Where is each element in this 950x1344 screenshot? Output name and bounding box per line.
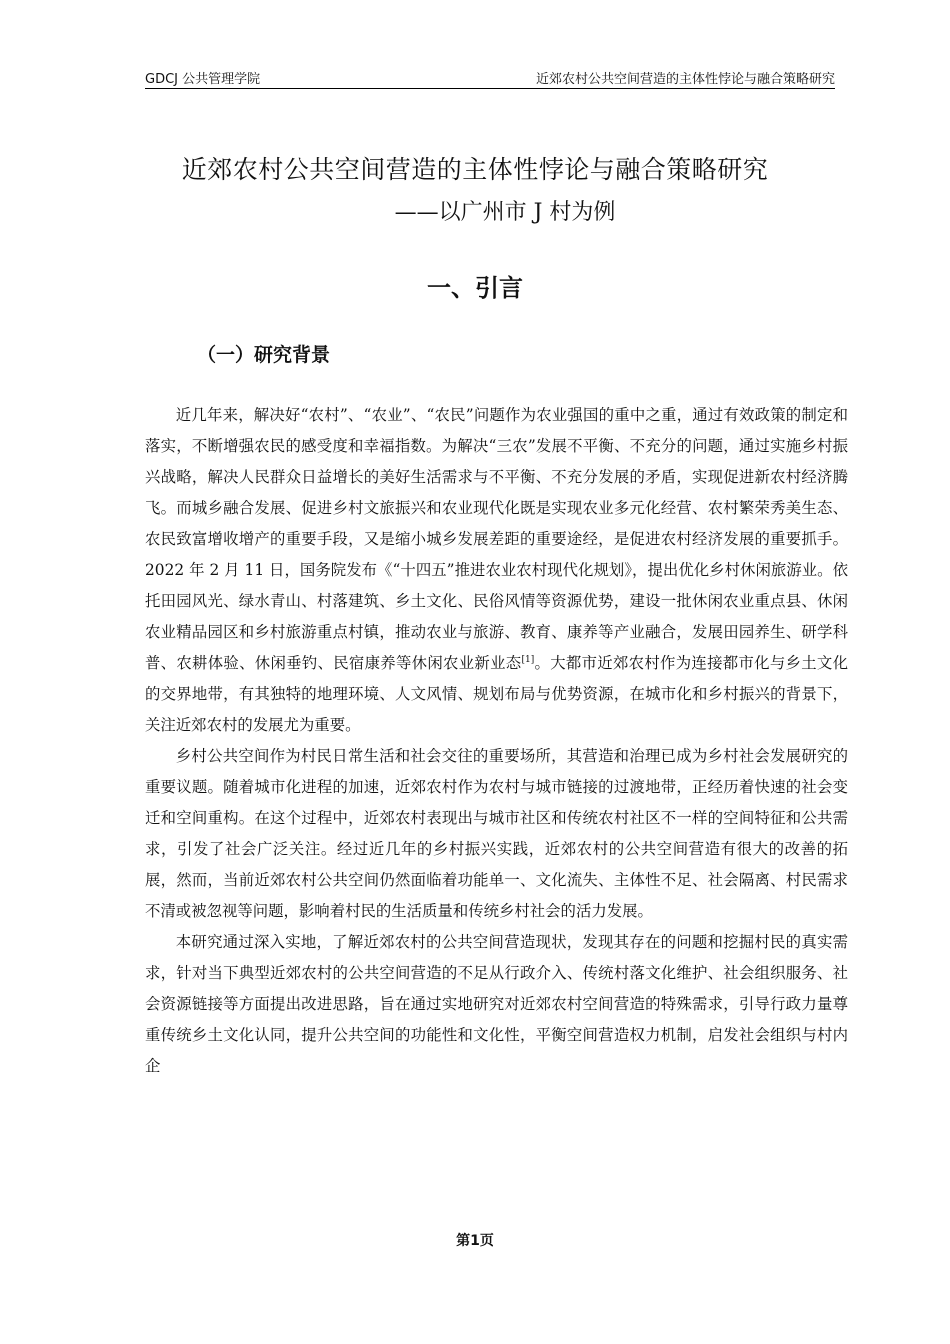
paragraph-1-text-cont: 。大都市近郊农村作为连接都市化与乡土文化的交界地带，有其独特的地理环境、人文风情、规划布局与优势资源，在城市化和乡村振兴的背景下，关注近郊农村的发展尤为重要。: [145, 654, 848, 734]
paragraph-2: 乡村公共空间作为村民日常生活和社会交往的重要场所，其营造和治理已成为乡村社会发展研究的重要议题。随着城市化进程的加速，近郊农村作为农村与城市链接的过渡地带，正经历着快速的社会变迁和空间重构。在这个过程中，近郊农村表现出与城市社区和传统农村社区不一样的空间特征和公共需求，引发了社会广泛关注。经过近几年的乡村振兴实践，近郊农村的公共空间营造有很大的改善的拓展，然而，当前近郊农村公共空间仍然面临着功能单一、文化流失、主体性不足、社会隔离、村民需求不清或被忽视等问题，影响着村民的生活质量和传统乡村社会的活力发展。: [145, 747, 848, 920]
page-number: 第1页: [456, 1233, 494, 1249]
paragraph-3: 本研究通过深入实地，了解近郊农村的公共空间营造现状，发现其存在的问题和挖掘村民的真实需求，针对当下典型近郊农村的公共空间营造的不足从行政介入、传统村落文化维护、社会组织服务、社会资源链接等方面提出改进思路，旨在通过实地研究对近郊农村空间营造的特殊需求，引导行政力量尊重传统乡土文化认同，提升公共空间的功能性和文化性，平衡空间营造权力机制，启发社会组织与村内企: [145, 933, 848, 1075]
header-institution: GDCJ 公共管理学院: [145, 72, 261, 87]
body-text: [145, 400, 848, 1082]
paper-subtitle: ——以广州市 J 村为例: [394, 200, 616, 225]
paragraph-1-text: 近几年来，解决好“农村”、“农业”、“农民”问题作为农业强国的重中之重，通过有效政策的制定和落实，不断增强农民的感受度和幸福指数。为解决“三农”发展不平衡、不充分的问题，通过实施乡村振兴战略，解决人民群众日益增长的美好生活需求与不平衡、不充分发展的矛盾，实现促进新农村经济腾飞。而城乡融合发展、促进乡村文旅振兴和农业现代化既是实现农业多元化经营、农村繁荣秀美生态、农民致富增收增产的重要手段，又是缩小城乡发展差距的重要途经，是促进农村经济发展的重要抓手。2022 年 2 月 11 日，国务院发布《“十四五”推进农业农村现代化规划》，提出优化乡村休闲旅游业。依托田园风光、绿水青山、村落建筑、乡土文化、民俗风情等资源优势，建设一批休闲农业重点县、休闲农业精品园区和乡村旅游重点村镇，推动农业与旅游、教育、康养等产业融合，发展田园养生、研学科普、农耕体验、休闲垂钓、民宿康养等休闲农业新业态: [145, 406, 848, 672]
subsection-heading: （一）研究背景: [197, 344, 331, 366]
running-header: [145, 68, 835, 89]
citation-marker[interactable]: [1]: [521, 654, 535, 665]
paragraph-1: [145, 400, 848, 741]
section-heading: 一、引言: [427, 274, 523, 302]
paper-title: 近郊农村公共空间营造的主体性悖论与融合策略研究: [181, 155, 769, 184]
header-paper-title: 近郊农村公共空间营造的主体性悖论与融合策略研究: [535, 72, 835, 87]
